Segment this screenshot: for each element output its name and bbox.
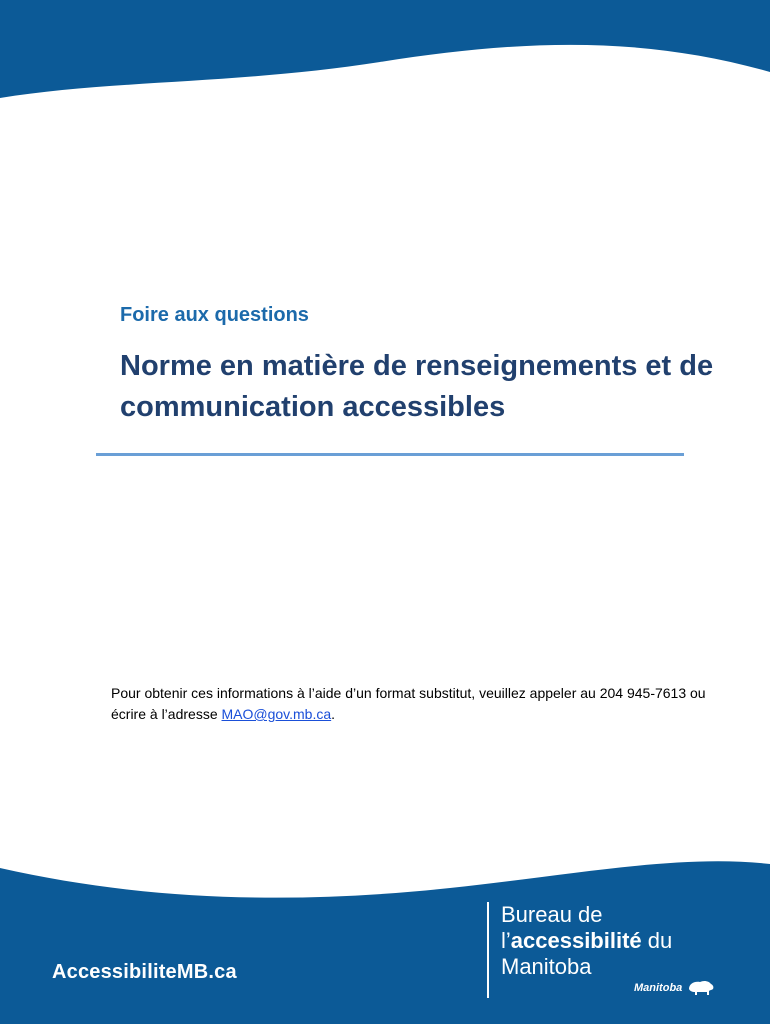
document-title: Norme en matière de renseignements et de communication accessibles (120, 350, 714, 423)
alternate-format-notice (111, 683, 711, 725)
bureau-logo (487, 902, 737, 998)
document-kicker: Foire aux questions (120, 304, 309, 326)
notice-end: . (331, 706, 336, 722)
logo-line-2 (501, 928, 672, 954)
logo-line-3: Manitoba (501, 954, 592, 979)
logo-line-2-suffix: du (641, 928, 673, 953)
email-link[interactable]: MAO@gov.mb.ca (221, 706, 332, 722)
top-wave-decoration (0, 0, 770, 110)
manitoba-wordmark: Manitoba (634, 982, 683, 994)
logo-line-1: Bureau de (501, 902, 603, 927)
bison-icon (687, 979, 715, 997)
notice-text: Pour obtenir ces informations à l’aide d’un format substitut, veuillez appeler au 204 945-7613 ou écrire à l’adresse (111, 685, 706, 722)
logo-line-2-bold: accessibilité (510, 928, 642, 953)
website-url[interactable]: AccessibiliteMB.ca (52, 961, 237, 983)
logo-line-2-prefix: l’ (501, 928, 511, 953)
title-divider (96, 453, 684, 456)
logo-divider (487, 902, 489, 998)
